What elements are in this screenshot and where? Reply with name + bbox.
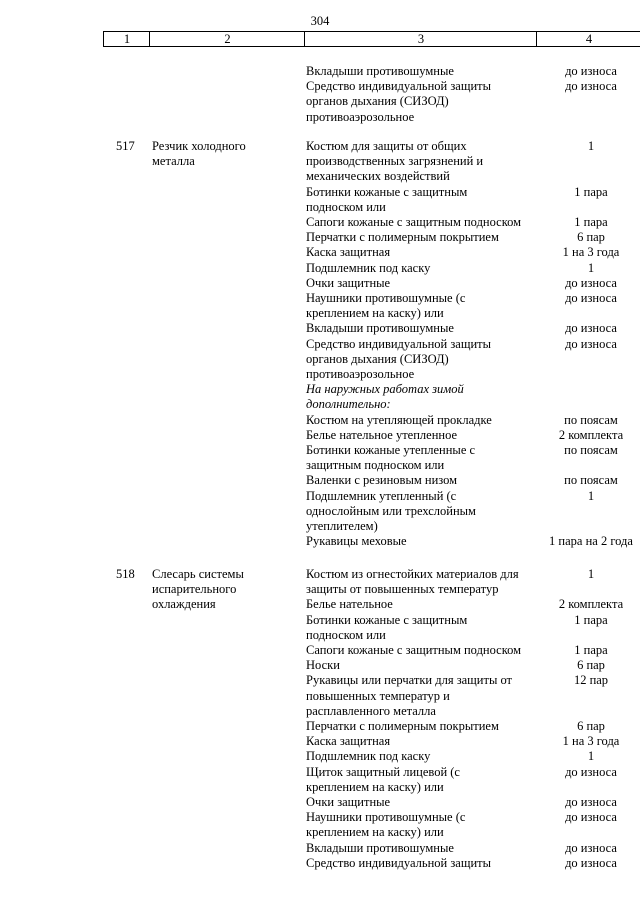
table-row: [0, 473, 640, 488]
table-row: [0, 382, 640, 412]
protective-item: Костюм на утепляющей прокладке: [306, 412, 492, 427]
issue-norm: 1: [587, 139, 595, 153]
table-row: [0, 261, 640, 276]
issue-norm: до износа: [565, 291, 617, 306]
header-col-3: 3: [304, 32, 537, 46]
issue-norm: 6 пар: [577, 658, 605, 673]
issue-norm: 1 пара: [574, 612, 608, 627]
issue-norm: 1 пара: [574, 643, 608, 658]
issue-norm: 2 комплекта: [558, 427, 624, 442]
protective-item: Средство индивидуальной защиты органов дыхания (СИЗОД) противоаэрозольное: [306, 336, 492, 382]
protective-item: Ботинки кожаные с защитным подноском или: [306, 184, 468, 214]
issue-norm: 6 пар: [577, 719, 605, 734]
table-row: [0, 795, 640, 810]
table-row: [0, 489, 640, 535]
issue-norm: по поясам: [564, 412, 618, 427]
table-row: [0, 276, 640, 291]
section-517: [0, 139, 640, 549]
protective-item: Белье нательное: [306, 597, 393, 612]
issue-norm: до износа: [565, 840, 617, 855]
issue-norm: 6 пар: [577, 230, 605, 245]
table-row: [0, 215, 640, 230]
header-col-1: 1: [103, 32, 150, 46]
protective-item: Подшлемник утепленный (с однослойным или трехслойным утеплителем): [306, 488, 476, 534]
protective-item: Белье нательное утепленное: [306, 427, 458, 442]
table-row: [0, 856, 640, 871]
table-row: [0, 613, 640, 643]
issue-norm: до износа: [565, 795, 617, 810]
protective-item: Ботинки кожаные с защитным подноском или: [306, 612, 468, 642]
issue-norm: до износа: [565, 64, 617, 78]
issue-norm: 1: [587, 567, 595, 581]
protective-item: Наушники противошумные (с креплением на каску) или: [306, 810, 466, 840]
issue-norm: до износа: [565, 764, 617, 779]
issue-norm: 1 пара: [574, 215, 608, 230]
issue-norm: до износа: [565, 275, 617, 290]
table-row: [0, 413, 640, 428]
protective-item: Вкладыши противошумные: [306, 321, 454, 336]
table-row: [0, 673, 640, 719]
table-row: [0, 810, 640, 840]
table-row: [0, 337, 640, 383]
issue-norm: 1 пара: [574, 184, 608, 199]
issue-norm: 1 на 3 года: [562, 245, 620, 260]
profession-name: Резчик холодного металла: [152, 139, 246, 169]
table-row: [0, 658, 640, 673]
issue-norm: до износа: [565, 810, 617, 825]
profession-name: Слесарь системы испарительного охлаждения: [152, 567, 244, 612]
issue-norm: 1 на 3 года: [562, 734, 620, 749]
protective-item: Подшлемник под каску: [306, 260, 431, 275]
table-row: [0, 185, 640, 215]
protective-item: Наушники противошумные (с креплением на каску) или: [306, 291, 466, 321]
protective-item: Подшлемник под каску: [306, 749, 431, 764]
protective-item: Очки защитные: [306, 275, 391, 290]
table-row: [0, 643, 640, 658]
table-row: [0, 597, 640, 612]
table-row: [0, 245, 640, 260]
issue-norm: до износа: [565, 79, 617, 94]
table-row: [0, 765, 640, 795]
table-row: [0, 291, 640, 321]
section-number: 518: [116, 567, 135, 581]
protective-item: Вкладыши противошумные: [306, 64, 454, 78]
issue-norm: 1 пара на 2 года: [549, 534, 633, 549]
section-number: 517: [116, 139, 135, 153]
table-row: [0, 428, 640, 443]
issue-norm: 1: [587, 749, 595, 764]
protective-item: Носки: [306, 658, 340, 673]
protective-item: Ботинки кожаные утепленные с защитным подноском или: [306, 443, 476, 473]
protective-item: Сапоги кожаные с защитным подноском: [306, 643, 522, 658]
header-col-4: 4: [536, 32, 640, 46]
table-row: [0, 534, 640, 549]
row-note: На наружных работах зимой дополнительно:: [306, 382, 464, 412]
table-header: [103, 31, 640, 47]
table-row: [0, 139, 640, 185]
page-number: 304: [310, 14, 330, 28]
protective-item: Очки защитные: [306, 795, 391, 810]
protective-item: Костюм из огнестойких материалов для защиты от повышенных температур: [306, 567, 519, 597]
protective-item: Перчатки с полимерным покрытием: [306, 719, 499, 734]
table-row: [0, 749, 640, 764]
issue-norm: по поясам: [564, 473, 618, 488]
table-row: [0, 443, 640, 473]
table-row: [0, 79, 640, 125]
issue-norm: до износа: [565, 336, 617, 351]
issue-norm: 1: [587, 260, 595, 275]
protective-item: Щиток защитный лицевой (с креплением на каску) или: [306, 764, 460, 794]
issue-norm: до износа: [565, 855, 617, 870]
protective-item: Рукавицы или перчатки для защиты от повышенных температур и расплавленного металла: [306, 673, 513, 718]
protective-item: Костюм для защиты от общих производственных загрязнений и механических воздействий: [306, 139, 484, 184]
protective-item: Средство индивидуальной защиты органов дыхания (СИЗОД) противоаэрозольное: [306, 79, 492, 124]
table-row: [0, 719, 640, 734]
table-row: [0, 734, 640, 749]
header-col-2: 2: [149, 32, 305, 46]
table-row: [0, 64, 640, 79]
protective-item: Средство индивидуальной защиты: [306, 855, 492, 870]
table-row: [0, 230, 640, 245]
protective-item: Рукавицы меховые: [306, 534, 407, 549]
issue-norm: 2 комплекта: [558, 597, 624, 612]
issue-norm: 1: [587, 488, 595, 503]
issue-norm: до износа: [565, 321, 617, 336]
protective-item: Каска защитная: [306, 734, 391, 749]
section-continued: [0, 64, 640, 125]
table-row: [0, 321, 640, 336]
protective-item: Каска защитная: [306, 245, 391, 260]
protective-item: Валенки с резиновым низом: [306, 473, 458, 488]
section-518: [0, 567, 640, 871]
issue-norm: по поясам: [564, 443, 618, 458]
table-row: [0, 567, 640, 597]
table-row: [0, 841, 640, 856]
protective-item: Перчатки с полимерным покрытием: [306, 230, 499, 245]
protective-item: Вкладыши противошумные: [306, 840, 454, 855]
issue-norm: 12 пар: [573, 673, 609, 688]
protective-item: Сапоги кожаные с защитным подноском: [306, 215, 522, 230]
